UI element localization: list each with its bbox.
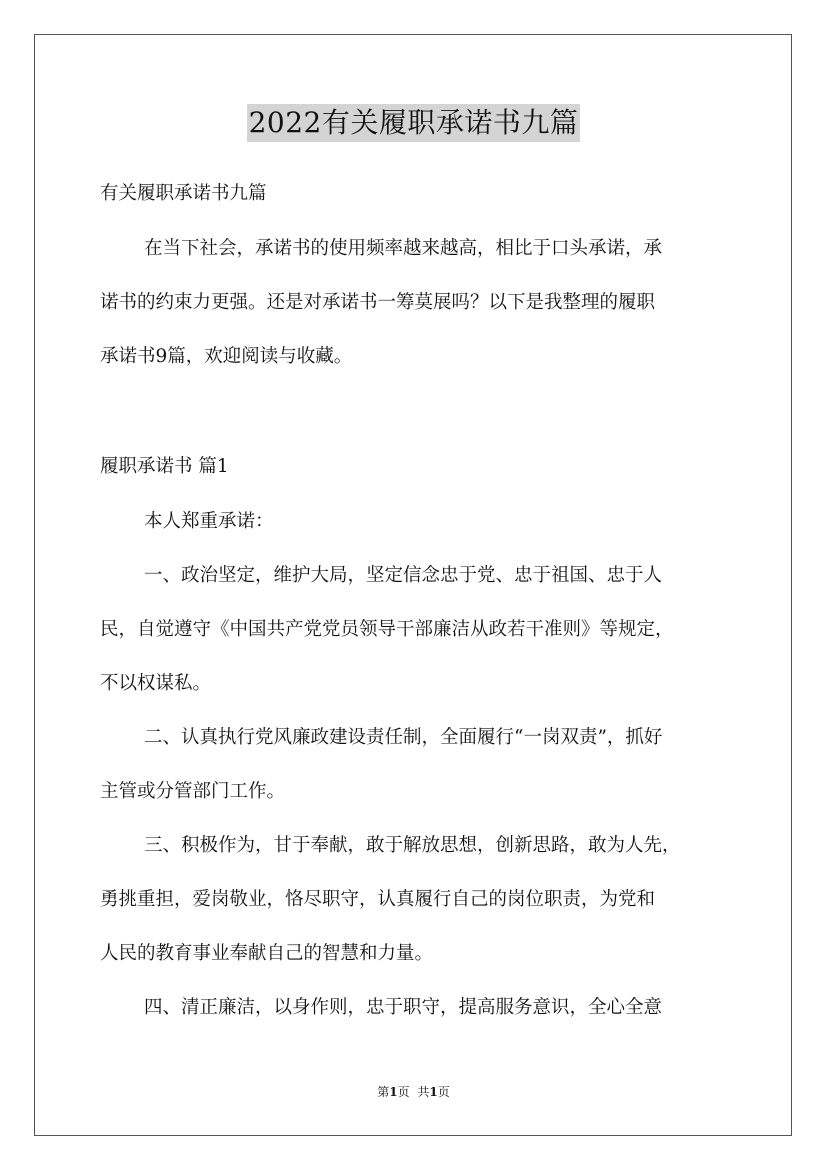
paragraph-line: 诺书的约束力更强。还是对承诺书一筹莫展吗？以下是我整理的履职 xyxy=(100,292,656,313)
paragraph-line: 主管或分管部门工作。 xyxy=(100,781,286,802)
paragraph-line: 人民的教育事业奉献自己的智慧和力量。 xyxy=(100,943,434,964)
total-pages: 1 xyxy=(429,1085,438,1099)
section-heading: 履职承诺书 篇1 xyxy=(100,456,229,477)
paragraph-line: 承诺书9篇，欢迎阅读与收藏。 xyxy=(100,346,353,367)
subtitle: 有关履职承诺书九篇 xyxy=(100,183,267,204)
paragraph-line: 三、积极作为，甘于奉献，敢于解放思想，创新思路，敢为人先， xyxy=(144,835,681,856)
page-footer xyxy=(0,1084,827,1100)
paragraph-line: 二、认真执行党风廉政建设责任制，全面履行“一岗双责”，抓好 xyxy=(144,727,663,748)
page-label-suffix: 页 xyxy=(397,1085,410,1099)
page-label-prefix: 第 xyxy=(377,1085,390,1099)
total-label-suffix: 页 xyxy=(437,1085,450,1099)
total-label-prefix: 共 xyxy=(417,1085,430,1099)
paragraph-line: 不以权谋私。 xyxy=(100,673,212,694)
paragraph-line: 本人郑重承诺： xyxy=(144,511,274,532)
paragraph-line: 勇挑重担，爱岗敬业，恪尽职守，认真履行自己的岗位职责，为党和 xyxy=(100,889,656,910)
title-container xyxy=(0,104,827,142)
document-title: 2022有关履职承诺书九篇 xyxy=(247,104,581,142)
paragraph-line: 四、清正廉洁，以身作则，忠于职守，提高服务意识，全心全意 xyxy=(144,997,663,1018)
paragraph-line: 一、政治坚定，维护大局，坚定信念忠于党、忠于祖国、忠于人 xyxy=(144,565,663,586)
page-number: 1 xyxy=(389,1085,398,1099)
paragraph-line: 在当下社会，承诺书的使用频率越来越高，相比于口头承诺，承 xyxy=(144,238,663,259)
paragraph-line: 民，自觉遵守《中国共产党党员领导干部廉洁从政若干准则》等规定， xyxy=(100,619,674,640)
